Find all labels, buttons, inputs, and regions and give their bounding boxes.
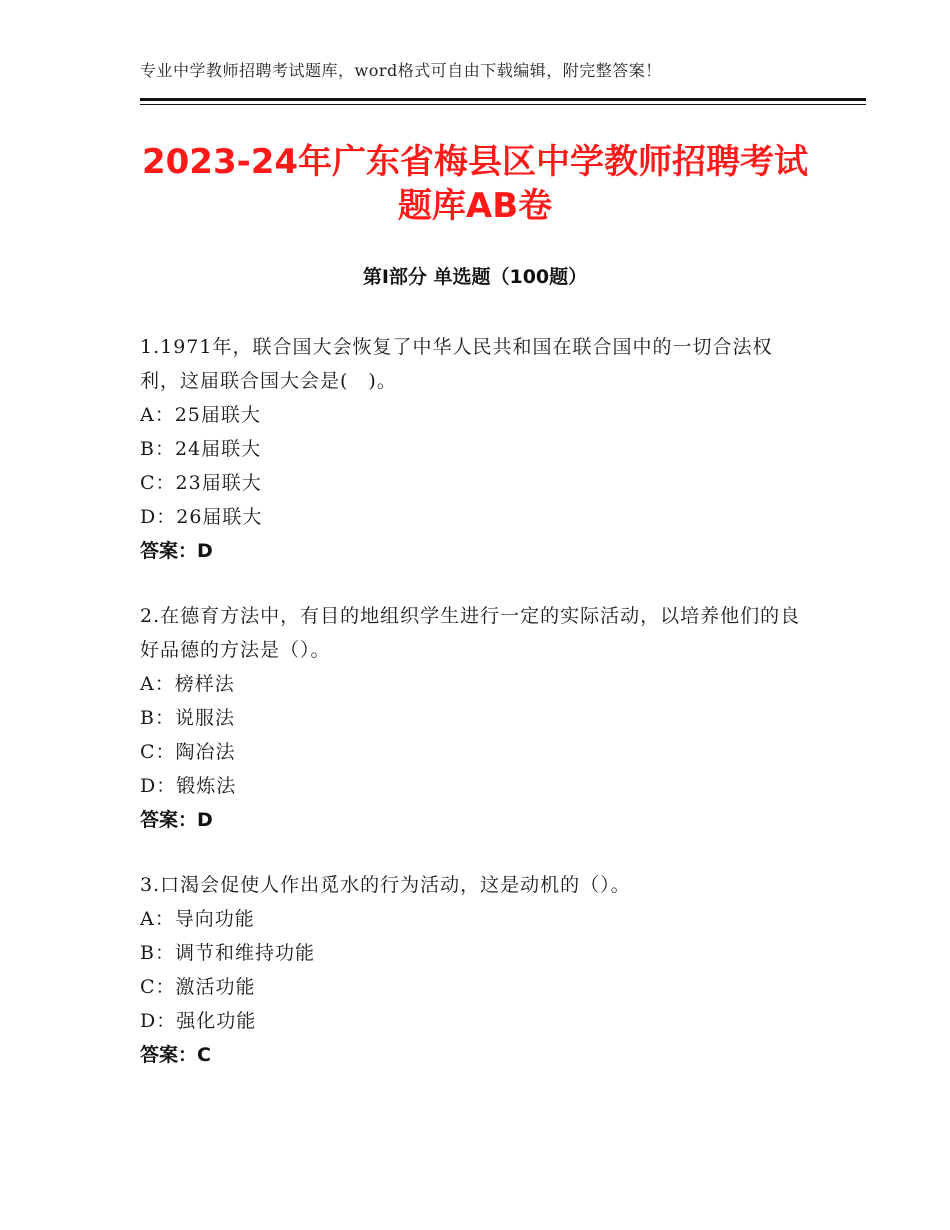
option-b: B：24届联大 bbox=[140, 438, 262, 460]
option-c: C：陶冶法 bbox=[140, 741, 236, 763]
option-d: D：26届联大 bbox=[140, 506, 263, 528]
question-1 bbox=[140, 330, 810, 568]
document-title: 2023-24年广东省梅县区中学教师招聘考试题库AB卷 bbox=[141, 142, 809, 226]
question-3 bbox=[140, 868, 810, 1072]
answer: 答案：D bbox=[140, 540, 213, 562]
option-a: A：25届联大 bbox=[140, 404, 261, 426]
option-c: C：23届联大 bbox=[140, 472, 262, 494]
option-d: D：锻炼法 bbox=[140, 775, 237, 797]
question-list bbox=[140, 330, 810, 1103]
question-stem: 1.1971年，联合国大会恢复了中华人民共和国在联合国中的一切合法权利，这届联合国大会是( )。 bbox=[140, 336, 773, 392]
option-d: D：强化功能 bbox=[140, 1010, 257, 1032]
header-rule-thin bbox=[140, 104, 866, 105]
header-rule-thick bbox=[140, 98, 866, 101]
option-b: B：调节和维持功能 bbox=[140, 942, 315, 964]
answer: 答案：D bbox=[140, 809, 213, 831]
section-heading: 第Ⅰ部分 单选题（100题） bbox=[362, 266, 588, 288]
option-b: B：说服法 bbox=[140, 707, 235, 729]
question-stem: 2.在德育方法中，有目的地组织学生进行一定的实际活动，以培养他们的良好品德的方法是（）。 bbox=[140, 605, 801, 661]
question-stem: 3.口渴会促使人作出觅水的行为活动，这是动机的（）。 bbox=[140, 874, 631, 896]
option-a: A：导向功能 bbox=[140, 908, 255, 930]
header-note: 专业中学教师招聘考试题库，word格式可自由下载编辑，附完整答案！ bbox=[140, 61, 662, 80]
question-2 bbox=[140, 599, 810, 837]
option-c: C：激活功能 bbox=[140, 976, 256, 998]
option-a: A：榜样法 bbox=[140, 673, 235, 695]
answer: 答案：C bbox=[140, 1044, 211, 1066]
